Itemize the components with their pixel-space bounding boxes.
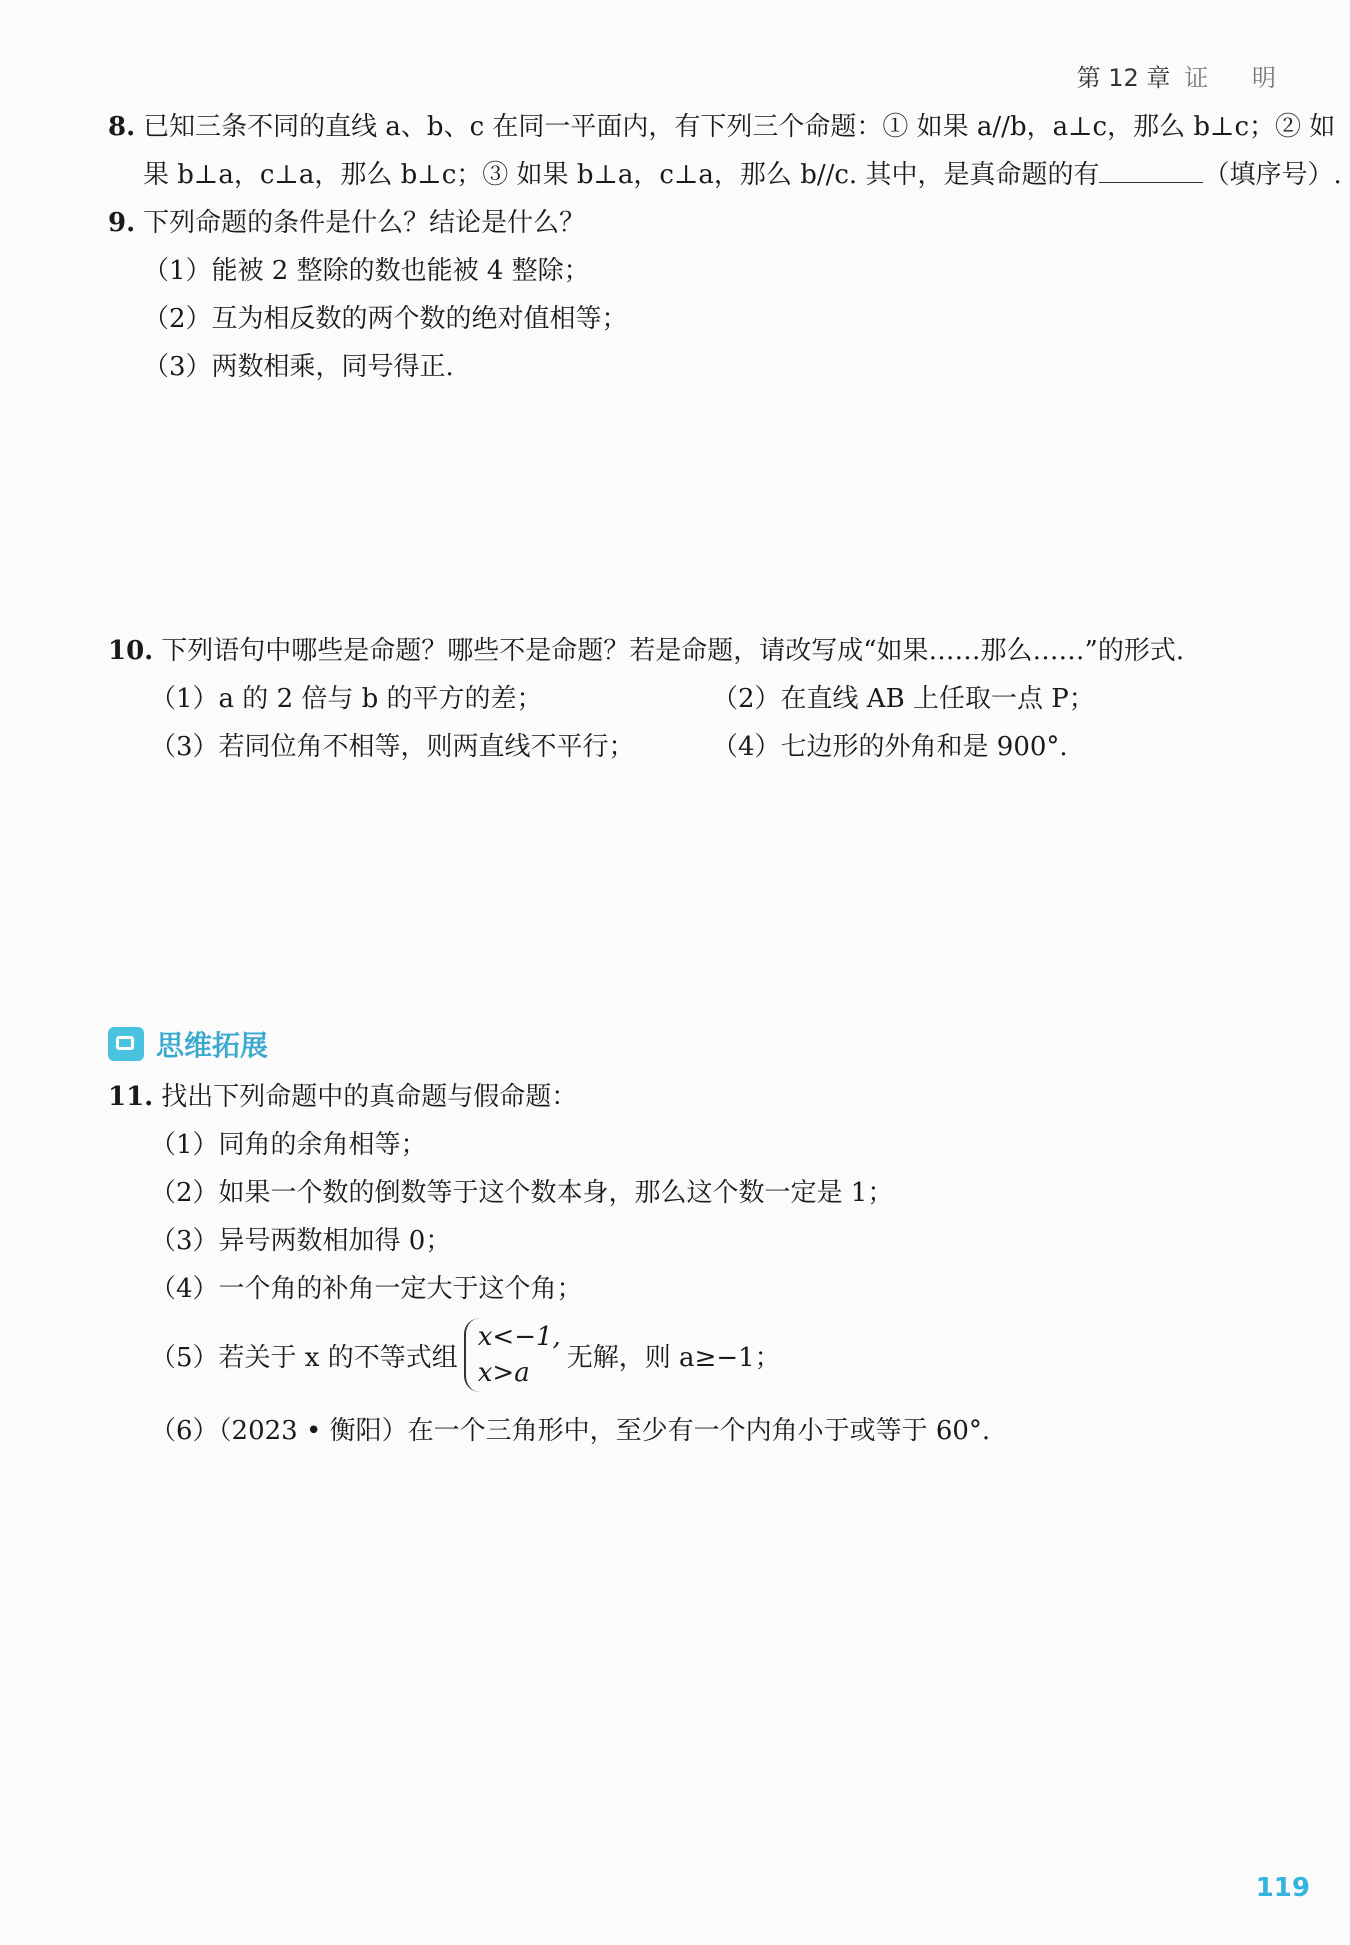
- q11-stem: [108, 1080, 577, 1114]
- q11-item-5-prefix: （5）若关于 x 的不等式组: [150, 1342, 458, 1373]
- q11-number: 11.: [108, 1082, 154, 1112]
- expand-thinking-icon: [108, 1027, 144, 1061]
- q8-line2: [143, 158, 1342, 192]
- page-number: 119: [1255, 1873, 1310, 1903]
- q11-item-6: （6）（2023 • 衡阳）在一个三角形中，至少有一个内角小于或等于 60°.: [150, 1416, 991, 1446]
- q8-line1: [108, 110, 1335, 144]
- q10-stem: [108, 634, 1184, 668]
- q9-item-1: （1）能被 2 整除的数也能被 4 整除；: [143, 256, 590, 286]
- q9-item-3: （3）两数相乘，同号得正.: [143, 352, 454, 382]
- chapter-label: 第 12 章: [1076, 64, 1171, 92]
- q10-stem-text: 下列语句中哪些是命题？哪些不是命题？若是命题，请改写成“如果……那么……”的形式.: [161, 636, 1185, 666]
- q10-number: 10.: [108, 636, 154, 666]
- q11-item-2: （2）如果一个数的倒数等于这个数本身，那么这个数一定是 1；: [150, 1178, 894, 1208]
- q9-item-2: （2）互为相反数的两个数的绝对值相等；: [143, 304, 628, 334]
- section-heading: [108, 1024, 268, 1064]
- inequality-system: [464, 1318, 561, 1392]
- q8-number: 8.: [108, 112, 136, 142]
- q8-text-line2-end: （填序号）.: [1203, 160, 1342, 190]
- q11-item-5: [150, 1318, 781, 1392]
- q11-item-5-suffix: 无解，则 a≥−1；: [566, 1342, 781, 1373]
- q8-text-line2: 果 b⊥a，c⊥a，那么 b⊥c；③ 如果 b⊥a，c⊥a，那么 b//c. 其中，是真命题的有: [143, 160, 1100, 190]
- q10-item-2: （2）在直线 AB 上任取一点 P；: [712, 684, 1095, 714]
- chapter-title: 证 明: [1184, 64, 1294, 92]
- q10-item-3: （3）若同位角不相等，则两直线不平行；: [150, 732, 635, 762]
- q11-stem-text: 找出下列命题中的真命题与假命题：: [161, 1082, 578, 1112]
- q10-item-4: （4）七边形的外角和是 900°.: [712, 732, 1068, 762]
- running-header: [1077, 58, 1294, 93]
- q9-number: 9.: [108, 208, 136, 238]
- q10-item-1: （1）a 的 2 倍与 b 的平方的差；: [150, 684, 543, 714]
- q9-stem-text: 下列命题的条件是什么？结论是什么？: [143, 208, 586, 238]
- q11-item-3: （3）异号两数相加得 0；: [150, 1226, 452, 1256]
- section-title: 思维拓展: [156, 1029, 269, 1062]
- q9-stem: [108, 206, 585, 240]
- answer-blank[interactable]: [1099, 160, 1203, 183]
- q11-item-1: （1）同角的余角相等；: [150, 1130, 427, 1160]
- q11-item-4: （4）一个角的补角一定大于这个角；: [150, 1274, 583, 1304]
- q8-text-line1: 已知三条不同的直线 a、b、c 在同一平面内，有下列三个命题：① 如果 a//b，a⊥c，那么 b⊥c；② 如: [143, 112, 1336, 142]
- inequality-2: x>a: [477, 1358, 530, 1388]
- inequality-1: x<−1,: [477, 1322, 561, 1352]
